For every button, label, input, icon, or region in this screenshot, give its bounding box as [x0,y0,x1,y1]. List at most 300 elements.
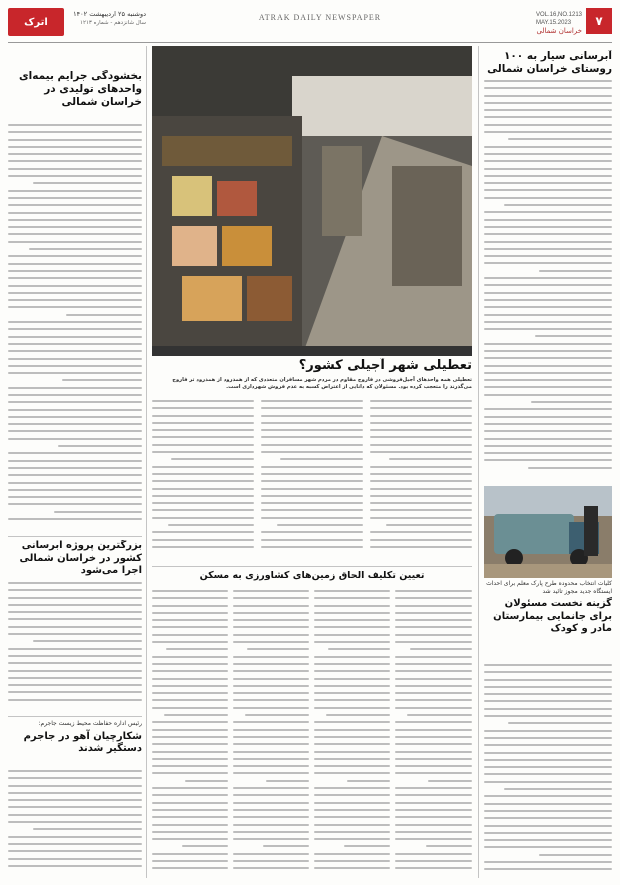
text-line [395,853,472,855]
text-line [395,736,472,738]
text-line [152,729,228,731]
text-line [152,838,228,840]
text-line [314,626,390,628]
text-line [8,197,142,199]
article-body-text [314,590,390,878]
text-line [484,781,612,783]
text-line [370,466,472,468]
text-line [395,721,472,723]
text-line [484,350,612,352]
text-line [233,758,309,760]
text-line [370,444,472,446]
text-line [395,626,472,628]
kicker: رئیس اداره حفاظت محیط زیست جاجرم: [38,720,142,727]
text-line [8,204,142,206]
text-line [8,277,142,279]
text-line [484,328,612,330]
text-line [395,838,472,840]
text-line [233,751,309,753]
text-line [395,867,472,869]
text-line [8,482,142,484]
text-line [8,358,142,360]
text-line [8,409,142,411]
text-line [8,648,142,650]
text-line [152,502,254,504]
text-line [8,241,142,243]
text-line [347,780,390,782]
text-line [33,828,142,830]
text-line [484,846,612,848]
text-line [370,546,472,548]
text-line [8,792,142,794]
text-line [484,438,612,440]
text-line [233,670,309,672]
text-line [8,365,142,367]
text-line [152,860,228,862]
text-line [164,714,228,716]
text-line [8,438,142,440]
text-line [261,444,363,446]
article-body-text [261,400,363,560]
text-line [484,752,612,754]
text-line [484,737,612,739]
text-line [484,343,612,345]
article-body-text [484,664,612,878]
text-line [314,634,390,636]
text-line [8,233,142,235]
issue-fa: سال شانزدهم - شماره ۱۲۱۳ [80,20,146,26]
headline: بخشودگی جرایم بیمه‌ای واحدهای تولیدی در خراسان شمالی [19,70,142,109]
text-line [8,806,142,808]
text-line [484,80,612,82]
text-line [152,787,228,789]
text-line [395,824,472,826]
text-line [233,853,309,855]
text-line [8,452,142,454]
text-line [484,146,612,148]
text-line [370,451,472,453]
text-line [314,831,390,833]
text-line [314,802,390,804]
text-line [8,670,142,672]
text-line [508,722,612,724]
text-line [314,663,390,665]
text-line [484,175,612,177]
text-line [314,590,390,592]
text-line [8,460,142,462]
text-line [370,407,472,409]
text-line [233,699,309,701]
text-line [314,619,390,621]
text-line [407,714,472,716]
text-line [152,451,254,453]
text-line [484,408,612,410]
column-divider [146,46,147,878]
text-line [261,531,363,533]
text-line [261,466,363,468]
text-line [535,335,612,337]
text-line [152,466,254,468]
photo-closed-shops [152,46,472,356]
article-body-text [395,590,472,878]
text-line [484,730,612,732]
text-line [152,809,228,811]
text-line [484,803,612,805]
text-line [261,451,363,453]
text-line [389,458,472,460]
text-line [152,678,228,680]
text-line [428,780,472,782]
page-number-badge: ۷ [586,8,612,34]
text-line [484,160,612,162]
text-line [484,255,612,257]
text-line [261,495,363,497]
text-line [261,400,363,402]
text-line [8,618,142,620]
text-line [484,248,612,250]
text-line [233,692,309,694]
text-line [8,677,142,679]
text-line [8,321,142,323]
text-line [33,182,142,184]
text-line [152,736,228,738]
text-line [8,850,142,852]
text-line [484,233,612,235]
article-body-text [8,124,142,532]
text-line [152,802,228,804]
text-line [168,524,254,526]
text-line [182,845,228,847]
section-rule [8,716,142,717]
text-line [233,802,309,804]
text-line [314,743,390,745]
text-line [370,539,472,541]
text-line [395,809,472,811]
text-line [233,794,309,796]
text-line [8,691,142,693]
text-line [395,641,472,643]
text-line [395,729,472,731]
text-line [8,336,142,338]
text-line [370,422,472,424]
text-line [484,241,612,243]
text-line [395,707,472,709]
text-line [261,436,363,438]
headline: بزرگترین پروژه آبرسانی کشور در خراسان شمالی اجرا می‌شود [19,540,142,576]
text-line [484,379,612,381]
text-line [395,816,472,818]
text-line [484,700,612,702]
text-line [171,458,254,460]
text-line [8,226,142,228]
text-line [233,612,309,614]
text-line [395,794,472,796]
text-line [152,670,228,672]
text-line [484,452,612,454]
text-line [484,693,612,695]
text-line [152,794,228,796]
text-line [395,634,472,636]
text-line [484,773,612,775]
text-line [504,788,612,790]
text-line [8,814,142,816]
text-line [484,197,612,199]
text-line [8,124,142,126]
text-line [395,743,472,745]
article-hunters [8,720,142,768]
text-line [247,648,309,650]
text-line [504,204,612,206]
text-line [370,495,472,497]
text-line [29,248,142,250]
text-line [314,692,390,694]
text-line [8,299,142,301]
text-line [8,153,142,155]
text-line [8,626,142,628]
text-line [314,838,390,840]
text-line [314,809,390,811]
text-line [152,853,228,855]
text-line [314,605,390,607]
text-line [484,679,612,681]
article-farmland [152,570,472,586]
text-line [314,772,390,774]
headline: تعیین تکلیف الحاق زمین‌های کشاورزی به مسکن [199,570,425,581]
text-line [233,641,309,643]
text-line [314,736,390,738]
text-line [484,839,612,841]
text-line [233,634,309,636]
text-line [484,211,612,213]
text-line [233,838,309,840]
kicker: کلیات انتخاب محدوده طرح پارک معلم برای احداث ایستگاه جدید مجوز تائید شد [486,580,612,595]
column-divider [478,46,479,878]
text-line [484,861,612,863]
text-line [314,860,390,862]
text-line [8,865,142,867]
text-line [152,751,228,753]
text-line [395,612,472,614]
text-line [8,168,142,170]
article-hospital [484,580,612,660]
text-line [8,518,142,520]
text-line [233,605,309,607]
text-line [152,605,228,607]
text-line [233,729,309,731]
masthead-rule [8,42,612,43]
text-line [152,539,254,541]
text-line [484,430,612,432]
text-line [152,415,254,417]
text-line [152,641,228,643]
text-line [484,445,612,447]
text-line [395,685,472,687]
text-line [62,379,142,381]
text-line [152,590,228,592]
text-line [314,612,390,614]
text-line [484,459,612,461]
text-line [8,684,142,686]
text-line [314,758,390,760]
text-line [233,824,309,826]
text-line [395,597,472,599]
text-line [484,372,612,374]
text-line [395,765,472,767]
text-line [328,648,390,650]
text-line [314,656,390,658]
headline: شکارچیان آهو در جاجرم دستگیر شدند [23,730,142,754]
text-line [33,640,142,642]
text-line [152,495,254,497]
text-line [152,626,228,628]
text-line [484,189,612,191]
text-line [370,509,472,511]
section-name: خراسان شمالی [536,27,582,35]
text-line [152,772,228,774]
text-line [8,589,142,591]
volume-number: VOL.16,NO.1213 [535,12,582,18]
text-line [539,270,612,272]
article-body-text [484,80,612,480]
text-line [484,284,612,286]
text-line [484,365,612,367]
text-line [8,503,142,505]
text-line [395,772,472,774]
text-line [484,810,612,812]
text-line [370,400,472,402]
text-line [370,480,472,482]
text-line [314,670,390,672]
text-line [539,854,612,856]
text-line [8,350,142,352]
text-line [152,707,228,709]
text-line [233,656,309,658]
text-line [8,821,142,823]
text-line [152,824,228,826]
text-line [233,663,309,665]
text-line [8,655,142,657]
text-line [484,314,612,316]
text-line [152,692,228,694]
text-line [8,372,142,374]
text-line [8,785,142,787]
text-line [261,422,363,424]
text-line [8,401,142,403]
text-line [233,678,309,680]
text-line [261,407,363,409]
text-line [233,721,309,723]
text-line [314,853,390,855]
text-line [8,496,142,498]
text-line [395,590,472,592]
text-line [8,328,142,330]
text-line [233,597,309,599]
text-line [8,139,142,141]
text-line [152,400,254,402]
text-line [395,802,472,804]
text-line [314,816,390,818]
text-line [395,663,472,665]
volume-info [536,11,582,27]
text-line [484,277,612,279]
text-line [152,480,254,482]
text-line [261,429,363,431]
date-block [68,10,146,28]
text-line [410,648,472,650]
text-line [58,445,142,447]
text-line [8,270,142,272]
section-rule [8,536,142,537]
article-insurance [8,70,142,120]
text-line [152,444,254,446]
text-line [484,292,612,294]
masthead [8,8,612,38]
text-line [484,131,612,133]
text-line [152,816,228,818]
text-line [8,474,142,476]
text-line [233,685,309,687]
text-line [8,597,142,599]
text-line [484,262,612,264]
text-line [152,517,254,519]
text-line [8,633,142,635]
text-line [484,671,612,673]
text-line [484,321,612,323]
text-line [314,699,390,701]
text-line [261,415,363,417]
section-rule [152,566,472,567]
text-line [395,656,472,658]
lead: تعطیلی همه واحدهای آجیل‌فروشی در فاروج مقاوم در مردم شهر مسافران متعددی که از همدرود از همدرود تر فاروج می‌گذرند را متعجب کرده بود. مسئولان که دانایی از اعتراض کسبه به عدم فروش شهرداری است. [172,377,472,390]
article-body-text [370,400,472,560]
text-line [152,765,228,767]
text-line [152,488,254,490]
text-line [484,306,612,308]
text-line [8,416,142,418]
text-line [484,153,612,155]
headline: تعطیلی شهر آجیلی کشور؟ [298,358,472,373]
text-line [484,715,612,717]
text-line [261,539,363,541]
article-body-text [152,400,254,560]
text-line [370,531,472,533]
photo-water-tanker [484,486,612,578]
text-line [166,648,228,650]
text-line [314,597,390,599]
text-line [370,429,472,431]
text-line [8,146,142,148]
text-line [8,394,142,396]
text-line [484,759,612,761]
text-line [484,423,612,425]
text-line [8,343,142,345]
text-line [484,109,612,111]
text-line [233,619,309,621]
text-line [233,765,309,767]
text-line [152,429,254,431]
text-line [370,517,472,519]
text-line [395,692,472,694]
text-line [245,714,309,716]
article-body-text [8,770,142,878]
text-line [66,314,142,316]
text-line [8,160,142,162]
text-line [484,116,612,118]
text-line [531,401,612,403]
text-line [152,597,228,599]
text-line [508,138,612,140]
text-line [370,415,472,417]
